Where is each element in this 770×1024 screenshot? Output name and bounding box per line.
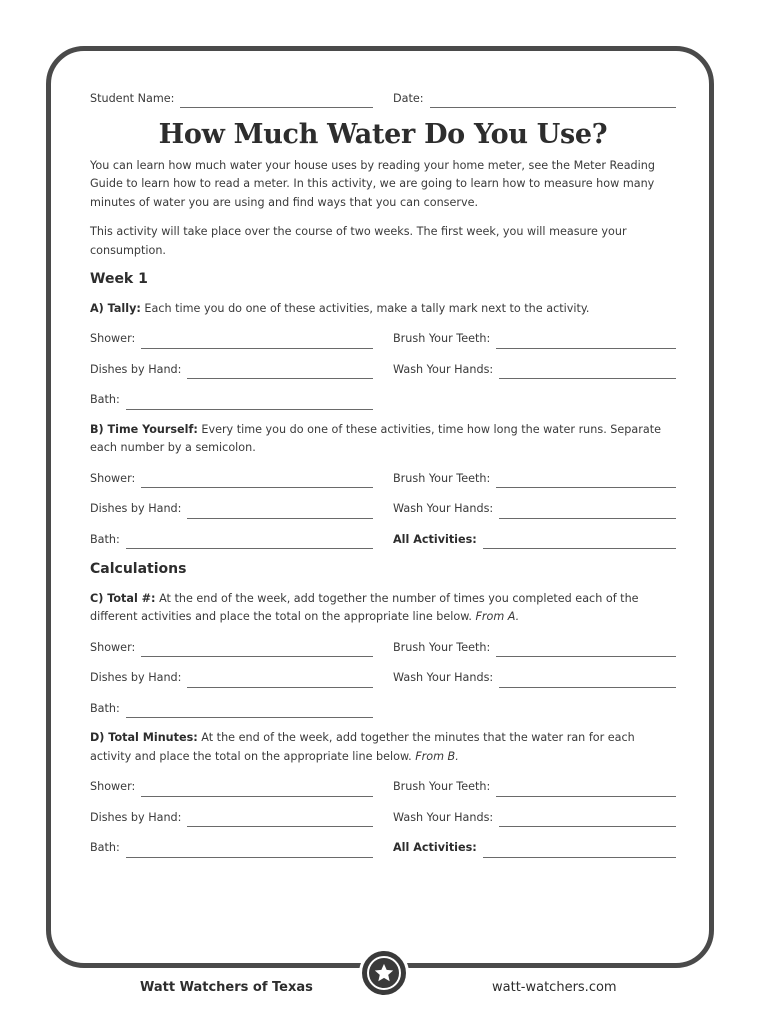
a-brush-line[interactable] [496,338,676,349]
d-dishes-label: Dishes by Hand: [90,810,182,824]
a-dishes-field[interactable] [90,361,373,380]
d-bath-field[interactable] [90,839,373,858]
page-title: How Much Water Do You Use? [158,119,608,150]
section-c-row-3 [90,700,676,719]
section-a-text: Each time you do one of these activities, make a tally mark next to the activity. [144,301,590,315]
b-bath-label: Bath: [90,532,120,546]
section-d-row-1 [90,778,676,797]
student-name-line[interactable] [180,97,373,108]
c-bath-field[interactable] [90,700,373,719]
footer-website: watt-watchers.com [492,980,617,995]
student-name-field[interactable] [90,88,373,108]
c-brush-field[interactable] [393,639,676,658]
c-shower-field[interactable] [90,639,373,658]
section-c-row-1 [90,639,676,658]
b-bath-field[interactable] [90,531,373,550]
b-shower-label: Shower: [90,471,136,485]
b-brush-label: Brush Your Teeth: [393,471,491,485]
a-dishes-line[interactable] [187,368,373,379]
c-bath-line[interactable] [126,707,373,718]
a-dishes-label: Dishes by Hand: [90,362,182,376]
c-bath-label: Bath: [90,701,120,715]
section-c-row-2 [90,669,676,688]
d-shower-line[interactable] [141,786,373,797]
b-wash-label: Wash Your Hands: [393,502,494,515]
footer-organization: Watt Watchers of Texas [140,980,313,995]
section-a-row-2 [90,361,676,380]
star-icon [373,962,395,984]
a-brush-field[interactable] [393,330,676,349]
a-shower-line[interactable] [141,338,373,349]
section-a-row-1 [90,330,676,349]
c-brush-label: Brush Your Teeth: [393,640,491,654]
c-wash-line[interactable] [499,677,676,688]
b-all-field[interactable] [393,531,676,550]
b-brush-line[interactable] [496,477,676,488]
a-bath-field[interactable] [90,391,373,410]
a-wash-label: Wash Your Hands: [393,362,494,376]
d-dishes-line[interactable] [187,816,373,827]
section-a-lead: A) Tally: [90,301,141,315]
b-dishes-line[interactable] [187,508,373,519]
calculations-heading: Calculations [90,561,187,577]
footer [0,968,770,1024]
section-d-row-3 [90,839,676,858]
a-wash-line[interactable] [499,368,676,379]
b-wash-field[interactable] [393,500,676,519]
section-b-row-2 [90,500,676,519]
d-bath-label: Bath: [90,841,120,854]
c-brush-line[interactable] [496,646,676,657]
d-all-label: All Activities: [393,841,477,854]
date-label: Date: [393,91,424,105]
c-wash-label: Wash Your Hands: [393,671,494,684]
d-shower-label: Shower: [90,780,136,793]
c-shower-line[interactable] [141,646,373,657]
d-all-line[interactable] [483,847,676,858]
section-c-lead: C) Total #: [90,591,156,605]
a-shower-field[interactable] [90,330,373,349]
section-d-from: From B. [415,749,459,763]
b-bath-line[interactable] [126,538,373,549]
c-dishes-field[interactable] [90,669,373,688]
d-shower-field[interactable] [90,778,373,797]
section-b-lead: B) Time Yourself: [90,422,198,436]
b-dishes-field[interactable] [90,500,373,519]
b-wash-line[interactable] [499,508,676,519]
c-dishes-line[interactable] [187,677,373,688]
d-all-field[interactable] [393,839,676,858]
b-shower-field[interactable] [90,470,373,489]
b-shower-line[interactable] [141,477,373,488]
b-brush-field[interactable] [393,470,676,489]
worksheet-content [90,88,676,858]
a-bath-line[interactable] [126,399,373,410]
d-brush-field[interactable] [393,778,676,797]
d-wash-field[interactable] [393,809,676,828]
d-brush-line[interactable] [496,786,676,797]
section-d-instructions [90,729,676,766]
section-b-instructions [90,421,676,458]
section-b-row-3 [90,531,676,550]
week1-heading: Week 1 [90,271,148,287]
b-all-label: All Activities: [393,532,477,546]
section-c-from: From A. [475,610,520,623]
d-wash-label: Wash Your Hands: [393,810,494,824]
section-b-text: Every time you do one of these activities, time how long the water runs. Separate each number by a semicolon. [90,422,661,454]
d-wash-line[interactable] [499,816,676,827]
section-d-text: At the end of the week, add together the minutes that the water ran for each activity and place the total on the appropriate line below. [90,731,635,763]
d-brush-label: Brush Your Teeth: [393,780,491,793]
header-row [90,88,676,108]
section-c-instructions [90,590,676,627]
c-dishes-label: Dishes by Hand: [90,671,182,684]
a-shower-label: Shower: [90,332,136,345]
c-shower-label: Shower: [90,640,136,654]
c-wash-field[interactable] [393,669,676,688]
d-bath-line[interactable] [126,847,373,858]
a-bath-label: Bath: [90,393,120,406]
intro-paragraph-1: You can learn how much water your house uses by reading your home meter, see the Meter Reading Guide to learn how to read a meter. In this activity, we are going to learn how to measure how many minutes of water you are using and find ways that you can conserve. [90,158,655,209]
section-c-text: At the end of the week, add together the number of times you completed each of the different activities and place the total on the appropriate line below. [90,591,639,623]
a-wash-field[interactable] [393,361,676,380]
star-badge-icon [359,948,409,998]
b-dishes-label: Dishes by Hand: [90,502,182,515]
section-b-row-1 [90,470,676,489]
section-d-lead: D) Total Minutes: [90,731,198,744]
student-name-label: Student Name: [90,91,175,105]
section-d-row-2 [90,809,676,828]
a-brush-label: Brush Your Teeth: [393,332,491,345]
d-dishes-field[interactable] [90,809,373,828]
date-field[interactable] [393,88,676,108]
section-a-instructions [90,300,676,319]
date-line[interactable] [430,97,676,108]
b-all-line[interactable] [483,538,676,549]
section-a-row-3 [90,391,676,410]
intro-paragraph-2: This activity will take place over the course of two weeks. The first week, you will measure your consumption. [90,225,627,257]
star-ring [367,956,401,990]
